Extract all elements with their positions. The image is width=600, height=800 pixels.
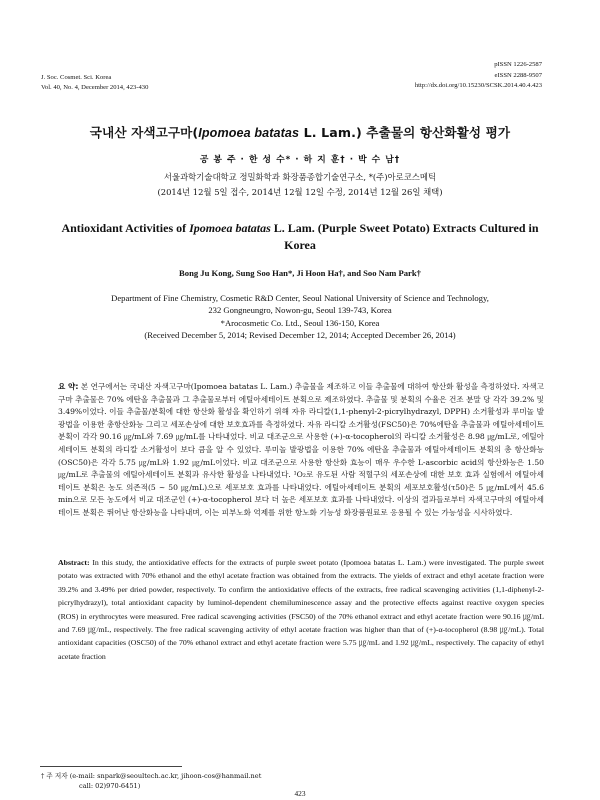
korean-title-species: Ipomoea batatas [198,126,300,140]
page-number: 423 [294,789,306,798]
english-affiliation-line-3: *Arocosmetic Co. Ltd., Seoul 136-150, Korea [220,317,380,328]
english-authors: Bong Ju Kong, Sung Soo Han*, Ji Hoon Ha†, and Soo Nam Park† [179,268,421,278]
english-dates: (Received December 5, 2014; Revised December 12, 2014; Accepted December 26, 2014) [144,329,456,340]
pissn: pISSN 1226-2587 [494,61,542,68]
korean-title-prefix: 국내산 자색고구마( [89,125,199,140]
korean-title-suffix: L. Lam.) 추출물의 항산화활성 평가 [299,125,511,140]
english-affiliation [40,292,560,341]
english-title-suffix: L. Lam. (Purple Sweet Potato) Extracts Cultured in Korea [270,221,539,252]
english-title-species: Ipomoea batatas [189,221,271,235]
english-abstract [58,556,544,663]
english-affiliation-line-2: 232 Gongneungro, Nowon-gu, Seoul 139-743, Korea [208,305,392,316]
journal-header-right [415,60,542,92]
eissn: eISSN 2288-9507 [494,71,542,79]
english-abstract-label: Abstract: [58,558,90,567]
journal-name: J. Soc. Cosmet. Sci. Korea [41,74,112,81]
journal-header-left [41,73,148,93]
footnote-phone: call: 02)970-6451) [79,782,141,791]
korean-dates: (2014년 12월 5일 접수, 2014년 12월 12일 수정, 2014년 12월 26일 채택) [157,186,443,197]
english-title-prefix: Antioxidant Activities of [61,221,190,235]
korean-affiliation [0,170,600,199]
english-affiliation-line-1: Department of Fine Chemistry, Cosmetic R&D Center, Seoul National University of Science and Technology, [111,293,489,303]
english-title [50,220,550,254]
korean-title [0,122,600,141]
korean-authors: 공 봉 주 · 한 성 수* · 하 지 훈† · 박 수 남† [199,155,401,165]
english-abstract-text: In this study, the antioxidative effects for the extracts of purple sweet potato (Ipomoea batatas L. Lam.) were investigated. The purple sweet potato was extracted with 70% ethanol and the ethyl acetate fraction was obtained from the extracts. The yields of extract and ethyl acetate fraction were 39.2% and 3.49% per dried powder, respectively. To confirm the antioxidative effects of the extracts, free radical scavenging activities (1,1-diphenyl-2-picrylhydrazyl), total antioxidant capacity by luminol-dependent chemiluminescence assay and the protective effects against reactive oxygen species (ROS) in erythrocytes were measured. Free radical scavenging activities (FSC50) of the 70% ethanol extract and ethyl acetate fraction were 90.16 ㎍/mL and 7.69 ㎍/mL, respectively. The free radical scavenging activity of ethyl acetate fraction was higher than that of (+)-α-tocopherol (8.98 ㎍/mL). Total antioxidant capacities (OSC50) of the 70% ethanol extract and ethyl acetate fraction were 5.75 ㎍/mL and 1.92 ㎍/mL, respectively. The capacity of ethyl acetate fraction [58,558,544,661]
footnote-divider [40,766,182,767]
korean-abstract-text: 본 연구에서는 국내산 자색고구마(Ipomoea batatas L. Lam.) 추출물을 제조하고 이들 추출물에 대하여 항산화 활성을 측정하였다. 자색고구마 추출물은 70% 에탄올 추출물과 그 추출물로부터 에틸아세테이트 분획으로 제조하였다. 추출물 및 분획의 수율은 건조 분말 당 각각 39.2% 및 3.49%이었다. 이들 추출물/분획에 대한 항산화 활성을 확인하기 위해 자유 라디칼(1,1-phenyl-2-picrylhydrazyl, DPPH) 소거활성과 루미놀 발광법을 이용한 총항산화능 그리고 세포손상에 대한 보호효과를 측정하였다. 자유 라디칼 소거활성(FSC50)은 70%에탄올 추출물과 에틸아세테이트 분획이 각각 90.16 ㎍/mL와 7.69 ㎍/mL를 나타내었다. 비교 대조군으로 사용한 (+)-α-tocopherol의 라디칼 소거활성은 8.98 ㎍/mL로, 에틸아세테이트 분획의 라디칼 소거활성이 보다 큼을 알 수 있었다. 루미놀 발광법을 이용한 70% 에탄올 추출물과 에틸아세테이트 분획의 총 항산화능(OSC50)은 각각 5.75 ㎍/mL와 1.92 ㎍/mL이었다. 비교 대조군으로 사용한 항산화 효능이 매우 우수한 L-ascorbic acid의 항산화능은 1.50 ㎍/mL로 추출물의 에틸아세테이트 분획과 유사한 활성을 나타내었다. ¹O₂로 유도된 사람 적혈구의 세포손상에 대한 보호 효과 실험에서 에틸아세테이트 분획은 농도 의존적(5 ~ 50 ㎍/mL)으로 세포보호 효과를 나타내었다. 에틸아세테이트 분획의 세포보호활성(τ50)은 5 ㎍/mL에서 45.6 min으로 모든 농도에서 비교 대조군인 (+)-α-tocopherol 보다 더 높은 세포보호 효과를 나타내었다. 이상의 결과들로부터 자색고구마의 에틸아세테이트 분획은 뛰어난 항산화능을 나타내며, 이는 피부노화 억제를 위한 항노화 기능성 화장품원료로 응용될 수 있는 가능성을 시사하였다. [58,382,544,517]
doi-link[interactable]: http://dx.doi.org/10.15230/SCSK.2014.40.4.423 [414,82,542,89]
korean-abstract [58,381,544,520]
korean-abstract-label: 요 약: [58,382,79,391]
footnote-email: † 주 저자 (e-mail: snpark@seoultech.ac.kr, jihoon-cos@hanmail.net [41,772,262,780]
korean-affiliation-line: 서울과학기술대학교 정밀화학과 화장품종합기술연구소, *(주)아로코스메틱 [163,172,437,182]
journal-volume: Vol. 40, No. 4, December 2014, 423-430 [41,84,149,91]
